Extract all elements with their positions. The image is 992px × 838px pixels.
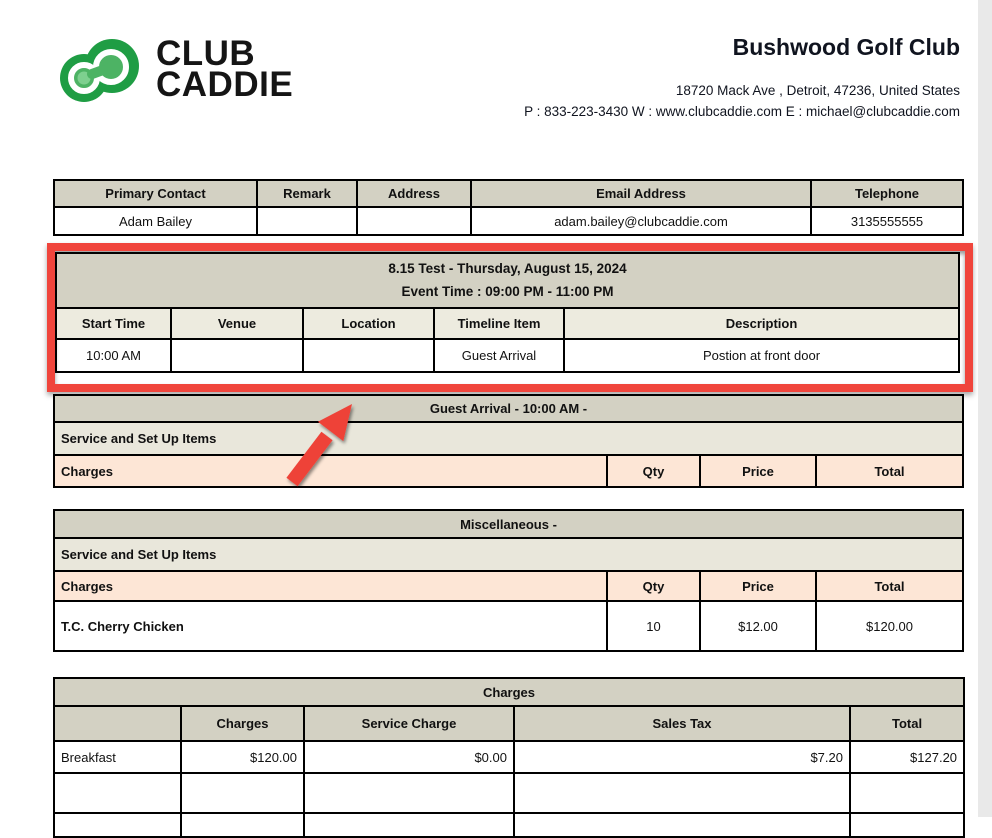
miscellaneous-item-row bbox=[54, 601, 963, 651]
guest-arrival-title: Guest Arrival - 10:00 AM - bbox=[54, 395, 963, 422]
annotation-red-arrow bbox=[272, 392, 372, 488]
contact-data-row bbox=[54, 207, 963, 235]
summary-total-cell bbox=[850, 773, 964, 813]
miscellaneous-charges-header-row bbox=[54, 571, 963, 601]
summary-service-charge-cell: $0.00 bbox=[304, 741, 514, 773]
event-title-line2: Event Time : 09:00 PM - 11:00 PM bbox=[401, 283, 614, 299]
guest-arrival-subheader: Service and Set Up Items bbox=[54, 422, 963, 455]
miscellaneous-title: Miscellaneous - bbox=[54, 510, 963, 538]
miscellaneous-subheader-row bbox=[54, 538, 963, 571]
contact-address-cell bbox=[357, 207, 471, 235]
event-timeline-item-cell: Guest Arrival bbox=[434, 339, 564, 372]
miscellaneous-title-row bbox=[54, 510, 963, 538]
event-data-row bbox=[56, 339, 959, 372]
summary-service-charge-cell bbox=[304, 773, 514, 813]
event-title-cell bbox=[56, 253, 959, 308]
event-header-start-time: Start Time bbox=[56, 308, 171, 339]
logo-wordmark bbox=[156, 34, 294, 104]
event-header-row bbox=[56, 308, 959, 339]
summary-total-cell: $127.20 bbox=[850, 741, 964, 773]
summary-item-name-cell bbox=[54, 773, 181, 813]
event-venue-cell bbox=[171, 339, 303, 372]
summary-sales-tax-cell: $7.20 bbox=[514, 741, 850, 773]
event-header-venue: Venue bbox=[171, 308, 303, 339]
logo-word-caddie: CADDIE bbox=[156, 65, 294, 104]
club-info-block bbox=[524, 34, 960, 119]
club-address: 18720 Mack Ave , Detroit, 47236, United States bbox=[675, 83, 960, 98]
contact-remark-cell bbox=[257, 207, 357, 235]
contact-header-email: Email Address bbox=[471, 180, 811, 207]
contact-name-cell: Adam Bailey bbox=[54, 207, 257, 235]
contact-email-cell: adam.bailey@clubcaddie.com bbox=[471, 207, 811, 235]
guest-arrival-charges-header-row bbox=[54, 455, 963, 487]
contact-header-remark: Remark bbox=[257, 180, 357, 207]
misc-qty-label: Qty bbox=[607, 571, 700, 601]
summary-header-sales-tax: Sales Tax bbox=[514, 706, 850, 741]
charges-summary-header-row bbox=[54, 706, 964, 741]
event-header-description: Description bbox=[564, 308, 959, 339]
contact-telephone-cell: 3135555555 bbox=[811, 207, 963, 235]
contact-header-address: Address bbox=[357, 180, 471, 207]
charges-summary-title-row bbox=[54, 678, 964, 706]
guest-charges-label: Charges bbox=[54, 455, 607, 487]
misc-price-label: Price bbox=[700, 571, 816, 601]
contact-header-row bbox=[54, 180, 963, 207]
misc-item-price-cell: $12.00 bbox=[700, 601, 816, 651]
charges-summary-title: Charges bbox=[54, 678, 964, 706]
club-caddie-logo-icon bbox=[54, 36, 146, 104]
summary-header-blank bbox=[54, 706, 181, 741]
club-name: Bushwood Golf Club bbox=[732, 34, 960, 60]
event-location-cell bbox=[303, 339, 434, 372]
guest-arrival-section-table bbox=[53, 394, 964, 488]
charges-summary-table bbox=[53, 677, 965, 838]
club-contact-line: P : 833-223-3430 W : www.clubcaddie.com E : michael@clubcaddie.com bbox=[524, 104, 960, 119]
event-timeline-table bbox=[55, 252, 960, 373]
guest-total-label: Total bbox=[816, 455, 963, 487]
logo-word-club: CLUB bbox=[156, 34, 256, 74]
event-header-location: Location bbox=[303, 308, 434, 339]
contact-header-primary-contact: Primary Contact bbox=[54, 180, 257, 207]
misc-item-name-cell: T.C. Cherry Chicken bbox=[54, 601, 607, 651]
event-title-line1: 8.15 Test - Thursday, August 15, 2024 bbox=[388, 260, 627, 276]
event-start-time-cell: 10:00 AM bbox=[56, 339, 171, 372]
misc-item-qty-cell: 10 bbox=[607, 601, 700, 651]
summary-charges-cell bbox=[181, 773, 304, 813]
misc-item-total-cell: $120.00 bbox=[816, 601, 963, 651]
guest-qty-label: Qty bbox=[607, 455, 700, 487]
misc-total-label: Total bbox=[816, 571, 963, 601]
contact-header-telephone: Telephone bbox=[811, 180, 963, 207]
annotation-red-box bbox=[47, 243, 973, 392]
miscellaneous-subheader: Service and Set Up Items bbox=[54, 538, 963, 571]
misc-charges-label: Charges bbox=[54, 571, 607, 601]
primary-contact-table bbox=[53, 179, 964, 236]
event-description-cell: Postion at front door bbox=[564, 339, 959, 372]
event-title-row bbox=[56, 253, 959, 308]
event-header-timeline-item: Timeline Item bbox=[434, 308, 564, 339]
summary-header-service-charge: Service Charge bbox=[304, 706, 514, 741]
summary-item-name-cell: Breakfast bbox=[54, 741, 181, 773]
guest-price-label: Price bbox=[700, 455, 816, 487]
guest-arrival-subheader-row bbox=[54, 422, 963, 455]
club-caddie-logo bbox=[54, 36, 293, 104]
guest-arrival-title-row bbox=[54, 395, 963, 422]
scrollbar-track[interactable] bbox=[978, 0, 992, 817]
miscellaneous-section-table bbox=[53, 509, 964, 652]
summary-sales-tax-cell bbox=[514, 773, 850, 813]
summary-charges-cell: $120.00 bbox=[181, 741, 304, 773]
summary-header-charges: Charges bbox=[181, 706, 304, 741]
charges-summary-empty-row bbox=[54, 773, 964, 813]
summary-header-total: Total bbox=[850, 706, 964, 741]
charges-summary-data-row bbox=[54, 741, 964, 773]
